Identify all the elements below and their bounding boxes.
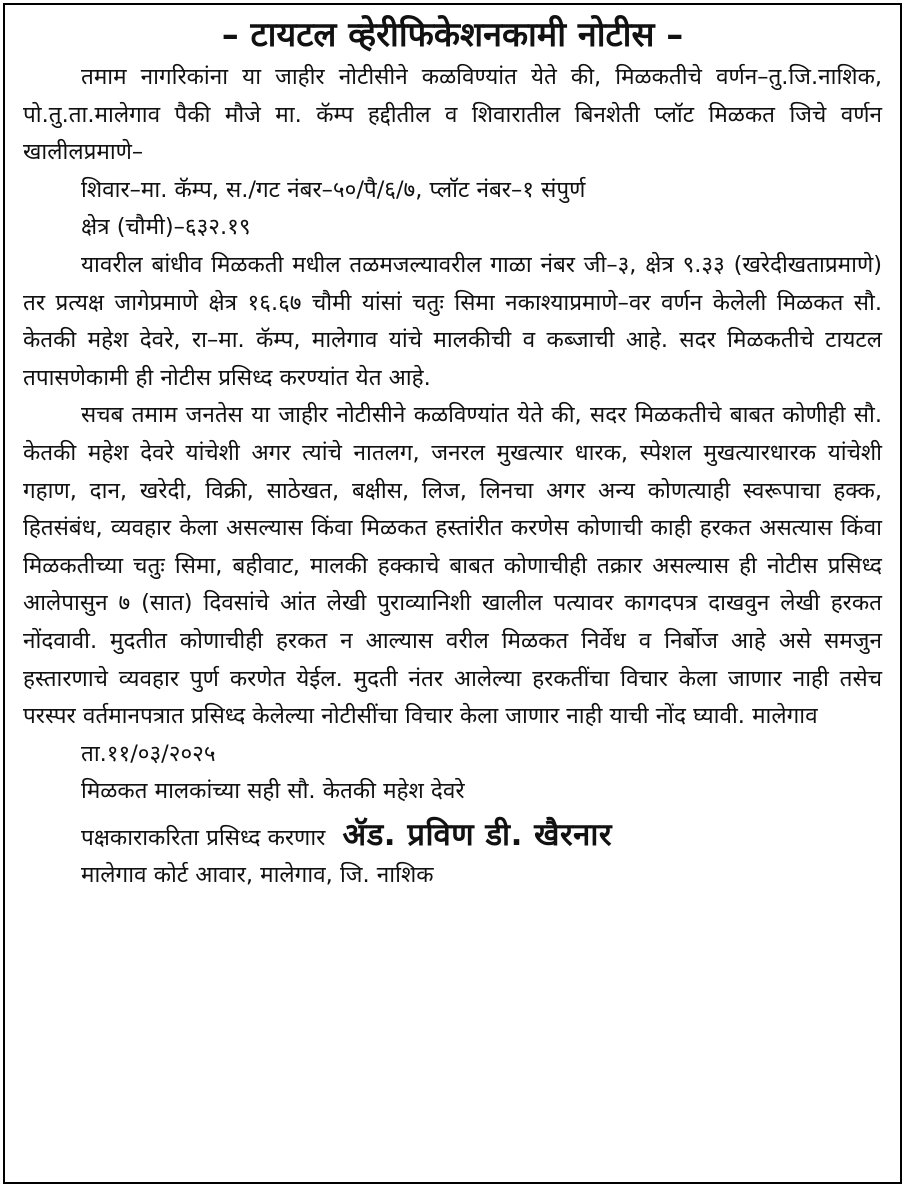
objection-paragraph: सचब तमाम जनतेस या जाहीर नोटीसीने कळविण्यांत येते की, सदर मिळकतीचे बाबत कोणीही सौ. केतकी महेश देवरे यांचेशी अगर त्यांचे नातलग, जनरल मुखत्यार धारक, स्पेशल मुखत्यारधारक यांचेशी गहाण, दान, खरेदी, विक्री, साठेखत, बक्षीस, लिज, लिनचा अगर अन्य कोणत्याही स्वरूपाचा हक्क, हितसंबंध, व्यवहार केला असल्यास किंवा मिळकत हस्तांरीत करणेस कोणाची काही हरकत असत्यास किंवा मिळकतीच्या चतुः सिमा, बहीवाट, मालकी हक्काचे बाबत कोणाचीही तक्रार असल्यास ही नोटीस प्रसिध्द आलेपासुन ७ (सात) दिवसांचे आंत लेखी पुराव्यानिशी खालील पत्यावर कागदपत्र दाखवुन लेखी हरकत नोंदवावी. मुदतीत कोणाचीही हरकत न आल्यास वरील मिळकत निर्वेध व निर्बोज आहे असे समजुन हस्तारणाचे व्यवहार पुर्ण करणेत येईल. मुदती नंतर आलेल्या हरकतींचा विचार केला जाणार नाही तसेच परस्पर वर्तमानपत्रात प्रसिध्द केलेल्या नोटीसींचा विचार केला जाणार नाही याची नोंद घ्यावी. मालेगाव — [23, 402, 882, 730]
publisher-row — [23, 817, 882, 858]
property-line-2: क्षेत्र (चौमी)–६३२.१९ — [81, 214, 251, 241]
notice-title: – टायटल व्हेरीफिकेशनकामी नोटीस – — [221, 15, 684, 55]
property-line-1: शिवार–मा. कॅम्प, स./गट नंबर–५०/पै/६/७, प्लॉट नंबर–१ संपुर्ण — [81, 176, 586, 203]
owner-signature: मिळकत मालकांच्या सही सौ. केतकी महेश देवरे — [81, 778, 465, 805]
advocate-name: ॲड. प्रविण डी. खैरनार — [342, 816, 613, 853]
advocate-address: मालेगाव कोर्ट आवार, मालेगाव, जि. नाशिक — [81, 862, 434, 889]
building-description: यावरील बांधीव मिळकती मधील तळमजल्यावरील गाळा नंबर जी–३, क्षेत्र ९.३३ (खरेदीखताप्रमाणे) तर प्रत्यक्ष जागेप्रमाणे क्षेत्र १६.६७ चौमी यांसां चतुः सिमा नकाश्याप्रमाणे–वर वर्णन केलेली मिळकत सौ. केतकी महेश देवरे, रा–मा. कॅम्प, मालेगाव यांचे मालकीची व कब्जाची आहे. सदर मिळकतीचे टायटल तपासणेकामी ही नोटीस प्रसिध्द करण्यांत येत आहे. — [23, 251, 882, 391]
intro-paragraph: तमाम नागरिकांना या जाहीर नोटीसीने कळविण्यांत येते की, मिळकतीचे वर्णन–तु.जि.नाशिक, पो.तु.ता.मालेगाव पैकी मौजे मा. कॅम्प हद्दीतील व शिवारातील बिनशेती प्लॉट मिळकत जिचे वर्णन खालीलप्रमाणे– — [23, 64, 882, 166]
publisher-label: पक्षकाराकरिता प्रसिध्द करणार — [81, 824, 326, 851]
notice-date: ता.११/०३/२०२५ — [81, 740, 216, 767]
notice-box — [3, 3, 902, 1184]
